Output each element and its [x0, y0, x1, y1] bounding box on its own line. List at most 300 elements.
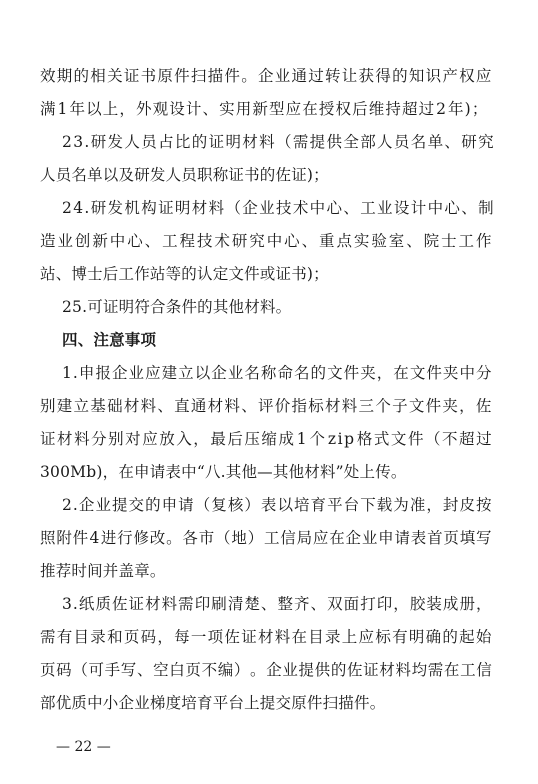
glyph: 在 [302, 100, 318, 118]
glyph: 、 [301, 232, 318, 250]
glyph: 的 [442, 628, 459, 646]
glyph: 4 [73, 199, 84, 217]
glyph: 以 [277, 496, 294, 514]
glyph: 育 [310, 496, 327, 514]
glyph: ） [247, 529, 264, 547]
glyph: 供 [314, 661, 331, 679]
glyph: 编 [217, 661, 234, 679]
glyph: 、 [343, 199, 360, 217]
glyph: 地 [231, 529, 248, 547]
glyph: 、 [444, 133, 461, 151]
glyph: 印 [376, 595, 393, 613]
glyph: 中 [109, 232, 126, 250]
glyph: 标 [375, 628, 392, 646]
glyph: 1 [62, 364, 73, 382]
glyph: 印 [194, 595, 211, 613]
glyph: 的 [392, 67, 408, 85]
glyph: 成 [442, 595, 459, 613]
glyph: 的 [310, 364, 327, 382]
glyph: 标 [308, 397, 324, 415]
text-line-2 [40, 99, 488, 119]
glyph: 产 [442, 67, 459, 85]
glyph: 夹 [360, 364, 376, 382]
glyph: 人 [377, 133, 393, 151]
glyph: （ [215, 529, 231, 547]
glyph: 材 [325, 397, 341, 415]
glyph: 件 [174, 67, 190, 85]
glyph: 超 [401, 100, 418, 118]
glyph: 业 [95, 496, 112, 514]
glyph: 按 [476, 496, 492, 514]
glyph: 、 [310, 595, 327, 613]
glyph: 。 [250, 661, 266, 679]
glyph: 照 [40, 529, 56, 547]
glyph: 材 [57, 430, 73, 448]
glyph: 载 [376, 496, 393, 514]
glyph: 材 [257, 628, 274, 646]
text-line-1 [40, 66, 492, 86]
glyph: 入 [176, 430, 192, 448]
glyph: 业 [259, 199, 275, 217]
glyph: 建 [56, 397, 73, 415]
glyph: 的 [73, 67, 90, 85]
glyph: 全 [343, 133, 360, 151]
glyph: 实 [219, 100, 235, 118]
glyph: 起 [459, 628, 475, 646]
glyph: 业 [57, 232, 74, 250]
note-3-line-1 [62, 594, 492, 614]
glyph: 上 [341, 628, 358, 646]
glyph: 夹 [442, 397, 459, 415]
glyph: 对 [125, 430, 141, 448]
glyph: 在 [291, 628, 308, 646]
glyph: 2 [62, 199, 73, 217]
glyph: ， [119, 100, 136, 118]
glyph: 在 [329, 529, 345, 547]
glyph: 文 [327, 364, 343, 382]
glyph: 识 [425, 67, 442, 85]
glyph: 目 [308, 628, 324, 646]
glyph: 培 [294, 496, 310, 514]
glyph: 夹 [442, 364, 459, 382]
glyph: 工 [263, 529, 280, 547]
glyph: 关 [107, 67, 123, 85]
note-2-line-3: 推荐时间并盖章。 [40, 562, 166, 580]
glyph: 料 [208, 199, 225, 217]
glyph: 需 [292, 133, 309, 151]
glyph: . [84, 133, 90, 151]
glyph: 应 [358, 628, 375, 646]
glyph: 附 [56, 529, 73, 547]
glyph: 业 [377, 199, 393, 217]
glyph: 新 [252, 100, 269, 118]
glyph: 技 [196, 232, 213, 250]
glyph: 转 [325, 67, 341, 85]
glyph: 不 [442, 430, 458, 448]
glyph: ) [464, 100, 471, 118]
glyph: 表 [410, 529, 427, 547]
glyph: 业 [274, 67, 291, 85]
glyph: 需 [427, 661, 444, 679]
glyph: ， [459, 397, 475, 415]
glyph: 用 [235, 100, 252, 118]
glyph: 申 [378, 529, 394, 547]
glyph: 明 [225, 133, 242, 151]
glyph: 下 [360, 496, 376, 514]
glyph: 证 [40, 430, 56, 448]
glyph: 持 [385, 100, 402, 118]
glyph: . [72, 496, 79, 514]
glyph: 页 [443, 529, 460, 547]
glyph: 比 [174, 133, 191, 151]
glyph: 后 [352, 100, 368, 118]
glyph: 占 [158, 133, 174, 151]
glyph: 心 [444, 199, 461, 217]
glyph: 料 [395, 661, 412, 679]
glyph: 料 [224, 397, 241, 415]
glyph: 企 [266, 661, 282, 679]
glyph: 指 [291, 397, 308, 415]
glyph: 不 [201, 661, 218, 679]
glyph: 、 [144, 232, 161, 250]
glyph: 请 [178, 496, 194, 514]
glyph: 提 [309, 133, 326, 151]
glyph: 年 [69, 100, 86, 118]
glyph: 核 [227, 496, 244, 514]
glyph: 原 [157, 67, 174, 85]
glyph: 创 [74, 232, 91, 250]
glyph: 缩 [261, 430, 278, 448]
glyph: 直 [174, 397, 190, 415]
glyph: 名 [244, 364, 261, 382]
glyph: 的 [330, 661, 347, 679]
glyph: 知 [408, 67, 425, 85]
glyph: ， [393, 595, 409, 613]
glyph: 可 [88, 661, 105, 679]
glyph: 纸 [78, 595, 95, 613]
glyph: 证 [123, 67, 140, 85]
note-3-line-4: 部优质中小企业梯度培育平台上提交原件扫描件。 [40, 694, 386, 712]
glyph: 佐 [475, 397, 492, 415]
glyph: 交 [128, 496, 145, 514]
glyph: 描 [207, 67, 224, 85]
glyph: 册 [459, 595, 476, 613]
glyph: 有 [392, 628, 408, 646]
page-number: — 22 — [56, 739, 111, 755]
glyph: 料 [259, 133, 275, 151]
glyph: 证 [241, 628, 257, 646]
glyph: 作 [475, 232, 492, 250]
glyph: 项 [207, 628, 224, 646]
glyph: 相 [90, 67, 106, 85]
glyph: 录 [90, 628, 106, 646]
glyph: （ [72, 661, 89, 679]
glyph: 进 [100, 529, 117, 547]
glyph: 需 [40, 628, 56, 646]
glyph: 局 [296, 529, 313, 547]
glyph: 明 [174, 199, 191, 217]
glyph: 件 [224, 67, 241, 85]
glyph: 在 [393, 364, 409, 382]
glyph: 术 [214, 232, 231, 250]
glyph: 信 [280, 529, 296, 547]
glyph: （ [275, 133, 292, 151]
glyph: 应 [285, 100, 302, 118]
glyph: 计 [410, 199, 427, 217]
glyph: 、 [157, 397, 174, 415]
glyph: 写 [120, 661, 137, 679]
glyph: 压 [244, 430, 261, 448]
glyph: ； [471, 100, 488, 118]
glyph: 码 [56, 661, 72, 679]
glyph: 表 [260, 496, 277, 514]
glyph: 验 [371, 232, 388, 250]
glyph: 请 [394, 529, 411, 547]
glyph: 别 [108, 430, 124, 448]
glyph: 有 [56, 628, 73, 646]
glyph: 清 [227, 595, 244, 613]
glyph: 建 [161, 364, 178, 382]
glyph: 页 [185, 661, 202, 679]
glyph: 2 [62, 133, 73, 151]
glyph: 改 [149, 529, 166, 547]
glyph: 空 [153, 661, 169, 679]
glyph: 材 [242, 133, 258, 151]
glyph: 上 [102, 100, 119, 118]
item-24-line-1 [62, 198, 494, 218]
glyph: 立 [73, 397, 90, 415]
note-1-line-4: 300Mb)，在申请表中“八.其他—其他材料”处上传。 [40, 463, 407, 481]
glyph: 外 [135, 100, 152, 118]
glyph: 研 [90, 199, 107, 217]
glyph: 员 [141, 133, 157, 151]
glyph: 式 [373, 430, 390, 448]
glyph: 证 [128, 595, 145, 613]
glyph: 料 [74, 430, 90, 448]
glyph: i [337, 430, 343, 448]
glyph: 材 [123, 397, 140, 415]
glyph: 中 [459, 364, 476, 382]
item-25-line-1: 25.可证明符合条件的其他材料。 [62, 298, 292, 316]
glyph: 观 [152, 100, 169, 118]
glyph: 业 [128, 364, 145, 382]
glyph: 信 [476, 661, 492, 679]
glyph: 修 [133, 529, 150, 547]
glyph: 业 [282, 661, 299, 679]
glyph: 中 [427, 199, 444, 217]
glyph: 。 [241, 67, 257, 85]
item-23-line-2: 人员名单以及研发人员职称证书的佐证)； [40, 166, 329, 184]
glyph: 三 [358, 397, 375, 415]
glyph: 装 [426, 595, 443, 613]
glyph: 造 [40, 232, 56, 250]
glyph: 分 [91, 430, 107, 448]
note-1-line-3 [40, 429, 492, 449]
glyph: 评 [257, 397, 274, 415]
glyph: 让 [341, 67, 358, 85]
glyph: 中 [309, 199, 326, 217]
glyph: 佐 [346, 661, 363, 679]
glyph: ， [376, 364, 393, 382]
glyph: 维 [368, 100, 385, 118]
glyph: 书 [140, 67, 157, 85]
glyph: 个 [309, 430, 326, 448]
glyph: 超 [459, 430, 475, 448]
glyph: 称 [260, 364, 277, 382]
glyph: 佐 [224, 628, 241, 646]
glyph: 佐 [111, 595, 128, 613]
glyph: 发 [107, 133, 124, 151]
note-1-line-1 [62, 363, 492, 383]
glyph: 复 [211, 496, 227, 514]
glyph: 申 [78, 364, 95, 382]
glyph: 究 [249, 232, 265, 250]
glyph: 准 [409, 496, 426, 514]
glyph: 明 [408, 628, 425, 646]
glyph: 材 [379, 661, 395, 679]
glyph: 企 [345, 529, 362, 547]
glyph: 确 [425, 628, 442, 646]
glyph: ， [193, 430, 209, 448]
glyph: 白 [169, 661, 185, 679]
glyph: 封 [442, 496, 459, 514]
glyph: 的 [191, 133, 208, 151]
glyph: ， [426, 496, 443, 514]
glyph: 年 [448, 100, 464, 118]
glyph: 企 [242, 199, 258, 217]
glyph: 名 [294, 364, 310, 382]
glyph: 打 [360, 595, 376, 613]
glyph: 应 [312, 529, 329, 547]
glyph: 料 [140, 397, 157, 415]
glyph: 期 [56, 67, 73, 85]
glyph: 需 [178, 595, 194, 613]
glyph: 页 [123, 628, 140, 646]
glyph: 研 [461, 133, 477, 151]
glyph: 双 [327, 595, 343, 613]
glyph: 新 [92, 232, 109, 250]
glyph: 权 [459, 67, 475, 85]
glyph: 扫 [190, 67, 207, 85]
glyph: 、 [202, 100, 219, 118]
glyph: 的 [145, 496, 161, 514]
glyph: 发 [107, 199, 124, 217]
glyph: 台 [343, 496, 360, 514]
glyph: 别 [40, 397, 56, 415]
glyph: 填 [459, 529, 476, 547]
glyph: 文 [408, 397, 425, 415]
glyph: 机 [124, 199, 141, 217]
glyph: 、 [260, 595, 277, 613]
glyph: 各 [182, 529, 199, 547]
glyph: 业 [227, 364, 244, 382]
glyph: （ [194, 496, 211, 514]
glyph: 工 [360, 199, 376, 217]
glyph: 均 [411, 661, 428, 679]
glyph: 放 [159, 430, 175, 448]
glyph: 、 [461, 199, 477, 217]
glyph: ， [157, 628, 174, 646]
glyph: 、 [136, 661, 153, 679]
glyph: 1 [57, 100, 68, 118]
glyph: 权 [335, 100, 352, 118]
glyph: 单 [427, 133, 444, 151]
glyph: 工 [458, 232, 475, 250]
glyph: 中 [266, 232, 283, 250]
glyph: 和 [107, 628, 123, 646]
glyph: 4 [89, 529, 100, 547]
glyph: 企 [111, 364, 128, 382]
glyph: . [84, 199, 90, 217]
glyph: 研 [231, 232, 248, 250]
glyph: 获 [358, 67, 375, 85]
glyph: 心 [326, 199, 343, 217]
glyph: 计 [185, 100, 202, 118]
glyph: 后 [227, 430, 244, 448]
glyph: 个 [375, 397, 392, 415]
item-24-line-2 [40, 231, 492, 251]
glyph: 研 [90, 133, 107, 151]
glyph: 分 [476, 364, 492, 382]
glyph: 市 [198, 529, 215, 547]
glyph: 、 [241, 397, 257, 415]
glyph: 企 [211, 364, 227, 382]
glyph: 料 [274, 628, 291, 646]
glyph: 型 [268, 100, 285, 118]
glyph: 应 [142, 430, 158, 448]
glyph: 页 [40, 661, 56, 679]
glyph: 证 [158, 199, 174, 217]
glyph: 重 [319, 232, 335, 250]
glyph: 平 [327, 496, 343, 514]
glyph: 录 [325, 628, 341, 646]
glyph: 满 [40, 100, 56, 118]
glyph: 件 [72, 529, 89, 547]
glyph: 1 [296, 430, 307, 448]
glyph: z [327, 430, 337, 448]
glyph: 过 [418, 100, 435, 118]
glyph: 胶 [409, 595, 426, 613]
section-heading-notes: 四、注意事项 [62, 331, 157, 349]
glyph: 。 [166, 529, 182, 547]
glyph: 以 [86, 100, 102, 118]
glyph: 点 [336, 232, 353, 250]
glyph: 件 [426, 364, 443, 382]
glyph: 基 [90, 397, 106, 415]
glyph: 究 [478, 133, 494, 151]
glyph: 础 [107, 397, 123, 415]
glyph: 写 [476, 529, 492, 547]
glyph: 以 [194, 364, 211, 382]
glyph: 皮 [459, 496, 476, 514]
glyph: 部 [360, 133, 376, 151]
glyph: p [344, 430, 355, 448]
glyph: 工 [460, 661, 476, 679]
glyph: 2 [436, 100, 447, 118]
glyph: 件 [343, 364, 360, 382]
glyph: 企 [78, 496, 95, 514]
glyph: 人 [124, 133, 141, 151]
glyph: 名 [410, 133, 427, 151]
glyph: 文 [409, 364, 426, 382]
glyph: 质 [95, 595, 112, 613]
glyph: ） [233, 661, 250, 679]
glyph: 件 [425, 397, 442, 415]
glyph: 设 [169, 100, 185, 118]
glyph: 通 [291, 67, 308, 85]
glyph: 面 [343, 595, 360, 613]
glyph: 每 [174, 628, 190, 646]
